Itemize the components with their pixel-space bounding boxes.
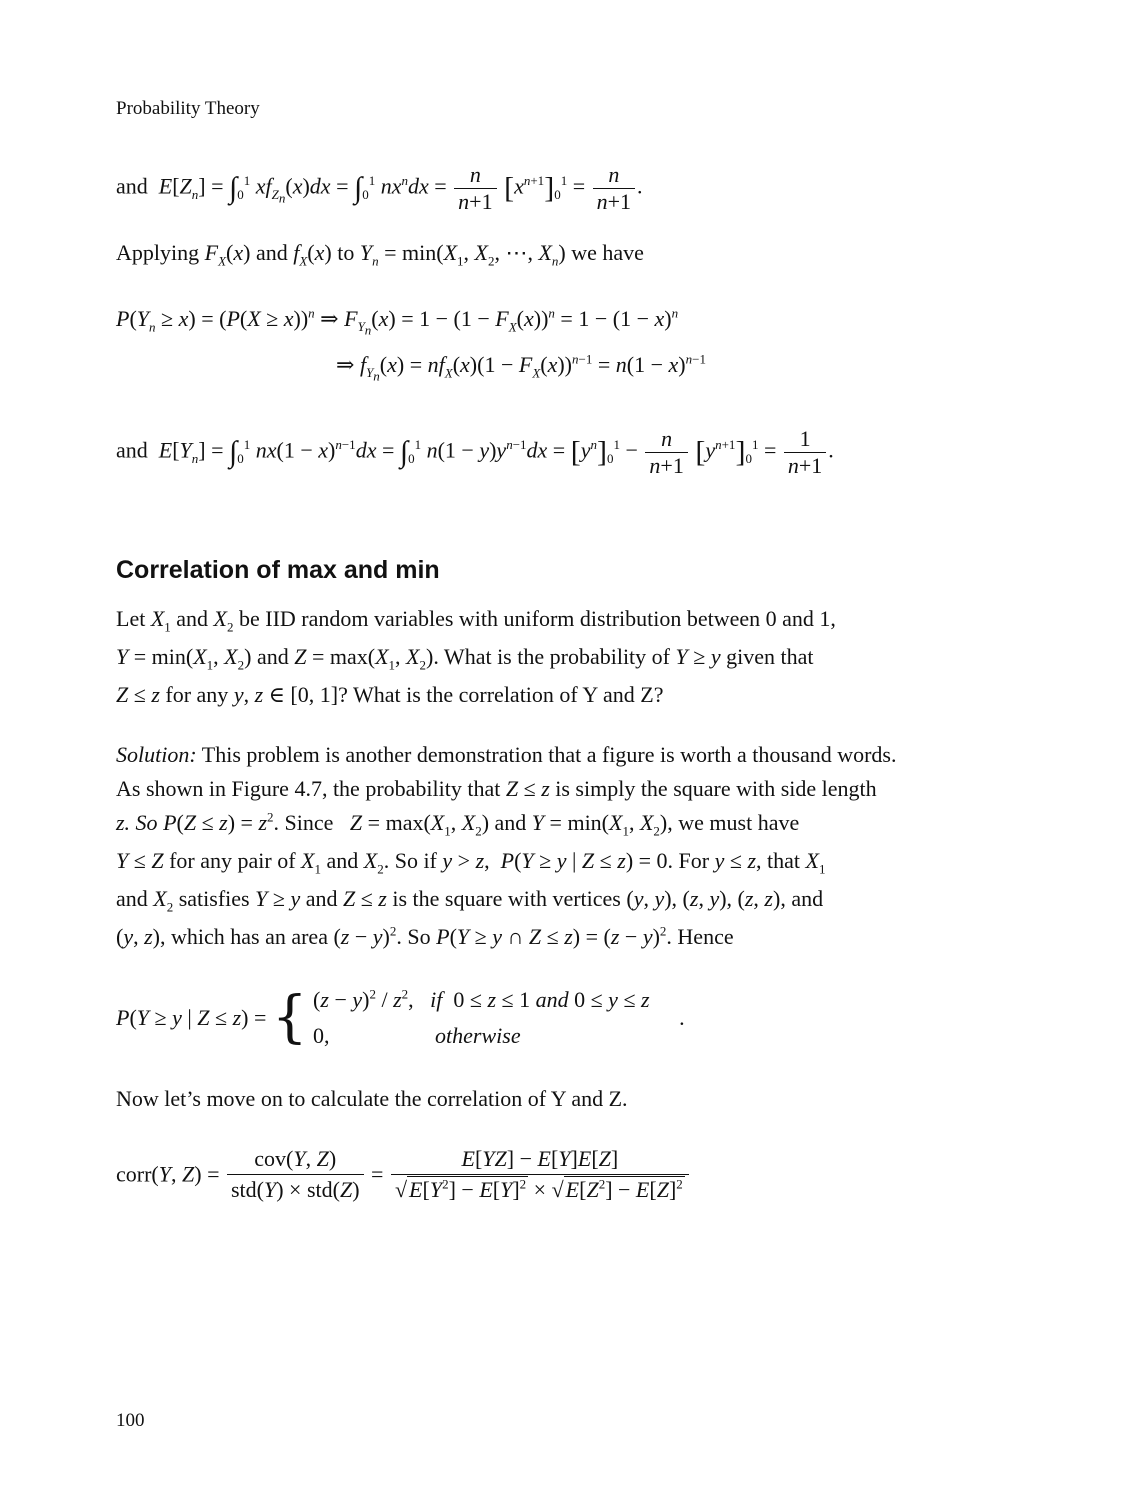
solution-paragraph: Solution: This problem is another demonstration that a figure is worth a thousand words. As shown in Figure 4.7, the probability that Z ≤ z is simply the square with side length z. So $P(Z \le z) = z^2$. Since $Z = \max(X_1$, $X_2$) and $Y = \min(X_1$, $X_2$), we must have Y ≤ Z for any pair of $X_1$ and $X_2$. So if y > z, P(Y ≥ y | Z ≤ z) = 0. For y ≤ z, that $X_1$ and $X_2$ satisfies Y ≥ y and Z ≤ z is the square with vertices (y, y), (z, y), (z, z), and (y, z), which has an area $(z - y)^2$. So P(Y ≥ y ∩ $Z \le z) = (z - y)^2$. Hence: [116, 742, 897, 949]
text-applying-line: Applying $F_X(x)$ and $f_X(x)$ to $Y_n = \min(X_1$, $X_2$, ⋯, $X_n$) we have: [116, 240, 644, 269]
equation-expectation-yn: and $E[Y_n] = \int_0^1$ $nx(1 - x)^{n-1}dx = \int_0^1$ $n(1 - y)y^{n-1}dx = [y^n]_0^1$ − $\frac{n}{n+1}$ $[y^{n+1}]_0^1$ = $\frac{1}{n+1}$ .: [116, 426, 834, 478]
running-header: Probability Theory: [116, 98, 260, 119]
equation-cdf-yn: $P(Y_n \ge x) = (P(X \ge x))^n$ ⇒ $F_{Y_n}(x) = 1 - (1 - F_X(x))^n = 1 - (1 - x)^n$: [116, 305, 679, 338]
text-and: and: [116, 173, 148, 199]
equation-conditional-probability: P(Y ≥ y | Z ≤ z) = { $(z - y)^2 / z^2$, if 0 ≤ z ≤ 1 and 0 ≤ y ≤ z 0, otherwise .: [116, 985, 685, 1050]
equation-expectation-zn: and $E[Z_n] = \int_0^1$ $xf_{Z_n}(x)dx = \int_0^1$ $nx^ndx$ = $\frac{n}{n+1}$ $[x^{n+1}]_0^1$ = $\frac{n}{n+1}$ .: [116, 162, 643, 214]
solution-label: Solution:: [116, 742, 197, 767]
page-number: 100: [116, 1410, 145, 1431]
equation-correlation: corr(Y, Z) = $\frac{\text{cov(Y, Z)}}{\text{std(Y) × std(Z)}}$ = $\frac{E[YZ] - E[Y]E[Z]}{√E[Y^2] - E[Y]^2 \times √E[Z^2] - E[Z]^2}$: [116, 1144, 691, 1205]
text-move-on: Now let’s move on to calculate the correlation of Y and Z.: [116, 1086, 628, 1111]
problem-statement: Let $X_1$ and $X_2$ be IID random variables with uniform distribution between 0 and 1, $Y = \min(X_1$, $X_2$) and $Z = \max(X_1$, $X_2$). What is the probability of Y ≥ y given that Z ≤ z for any y, z ∈ [0, 1]? What is the correlation of Y and Z?: [116, 606, 836, 707]
equation-pdf-yn: ⇒ $f_{Y_n}(x) = nf_X(x)(1 - F_X(x))^{n-1} = n(1 - x)^{n-1}$: [336, 351, 706, 384]
section-heading: Correlation of max and min: [116, 556, 440, 584]
